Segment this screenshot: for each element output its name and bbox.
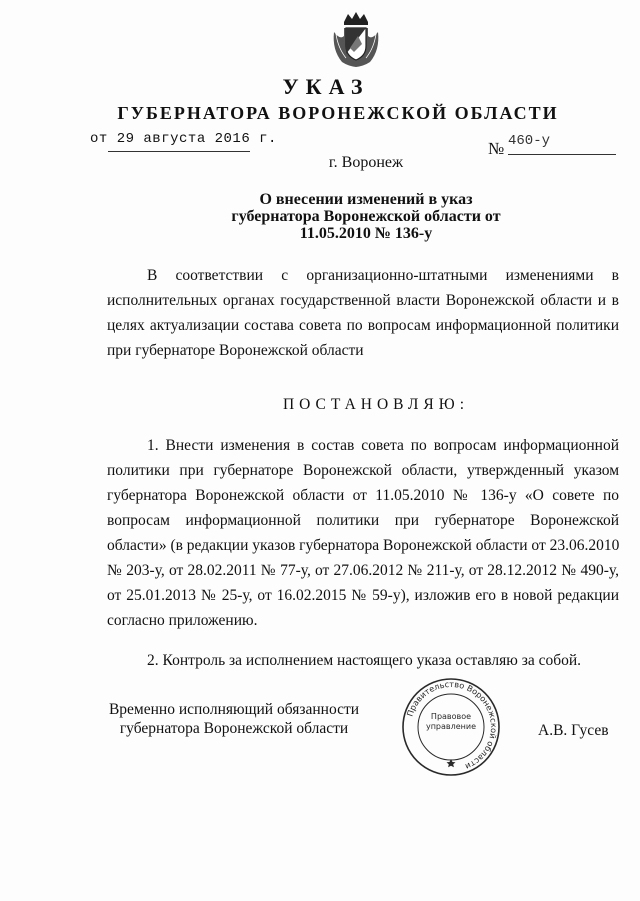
item-1-line: губернатора Воронежской области от 11.05.2010 № 136-у «О совете по — [107, 487, 619, 504]
item-1-line: политики при губернаторе Воронежской области, утвержденный указом — [107, 462, 619, 479]
position-line: Временно исполняющий обязанности — [108, 701, 360, 718]
item-1-paragraph — [107, 433, 619, 633]
signatory-name: А.В. Гусев — [538, 722, 609, 739]
date-underline — [108, 151, 250, 152]
subject-line: О внесении изменений в указ — [259, 191, 473, 208]
item-2-line: 2. Контроль за исполнением настоящего указа оставляю за собой. — [147, 652, 582, 669]
subject-line: губернатора Воронежской области от — [231, 208, 501, 225]
item-1-line: № 203-у, от 28.02.2011 № 77-у, от 27.06.2012 № 211-у, от 28.12.2012 № 490-у, — [107, 562, 619, 579]
coat-of-arms-icon — [328, 10, 384, 68]
document-city: г. Воронеж — [328, 154, 404, 171]
position-line: губернатора Воронежской области — [119, 720, 349, 737]
preamble-line: В соответствии с организационно-штатными изменениями в — [147, 267, 619, 284]
subject-line: 11.05.2010 № 136-у — [299, 225, 433, 242]
preamble-paragraph — [107, 263, 619, 363]
preamble-line: при губернаторе Воронежской области — [107, 342, 364, 359]
official-stamp-icon — [401, 677, 501, 777]
item-1-line: вопросам информационной политики при губернаторе Воронежской — [107, 512, 619, 529]
document-date: от 29 августа 2016 г. — [90, 131, 277, 147]
document-title: УКАЗ — [282, 74, 370, 99]
decree-word: ПОСТАНОВЛЯЮ: — [282, 396, 470, 413]
number-label: № — [488, 139, 505, 158]
item-2-paragraph — [107, 648, 619, 673]
preamble-line: целях актуализации состава совета по вопросам информационной политики — [107, 317, 619, 334]
signatory-position — [104, 700, 364, 738]
item-1-line: согласно приложению. — [107, 612, 258, 629]
item-1-line: 1. Внести изменения в состав совета по вопросам информационной — [147, 437, 619, 454]
document-number: 460-у — [508, 133, 551, 149]
stamp-inner-text: Правовое управление — [425, 712, 477, 731]
item-1-line: от 25.01.2013 № 25-у, от 16.02.2015 № 59-у), изложив его в новой редакции — [107, 587, 619, 604]
stamp-outer-text: Правительство Воронежской области — [404, 678, 500, 773]
item-1-line: области» (в редакции указов губернатора Воронежской области от 23.06.2010 — [107, 537, 620, 554]
preamble-line: исполнительных органах государственной власти Воронежской области и в — [107, 292, 619, 309]
document-subtitle: ГУБЕРНАТОРА ВОРОНЕЖСКОЙ ОБЛАСТИ — [117, 103, 559, 123]
document-subject — [0, 191, 640, 242]
